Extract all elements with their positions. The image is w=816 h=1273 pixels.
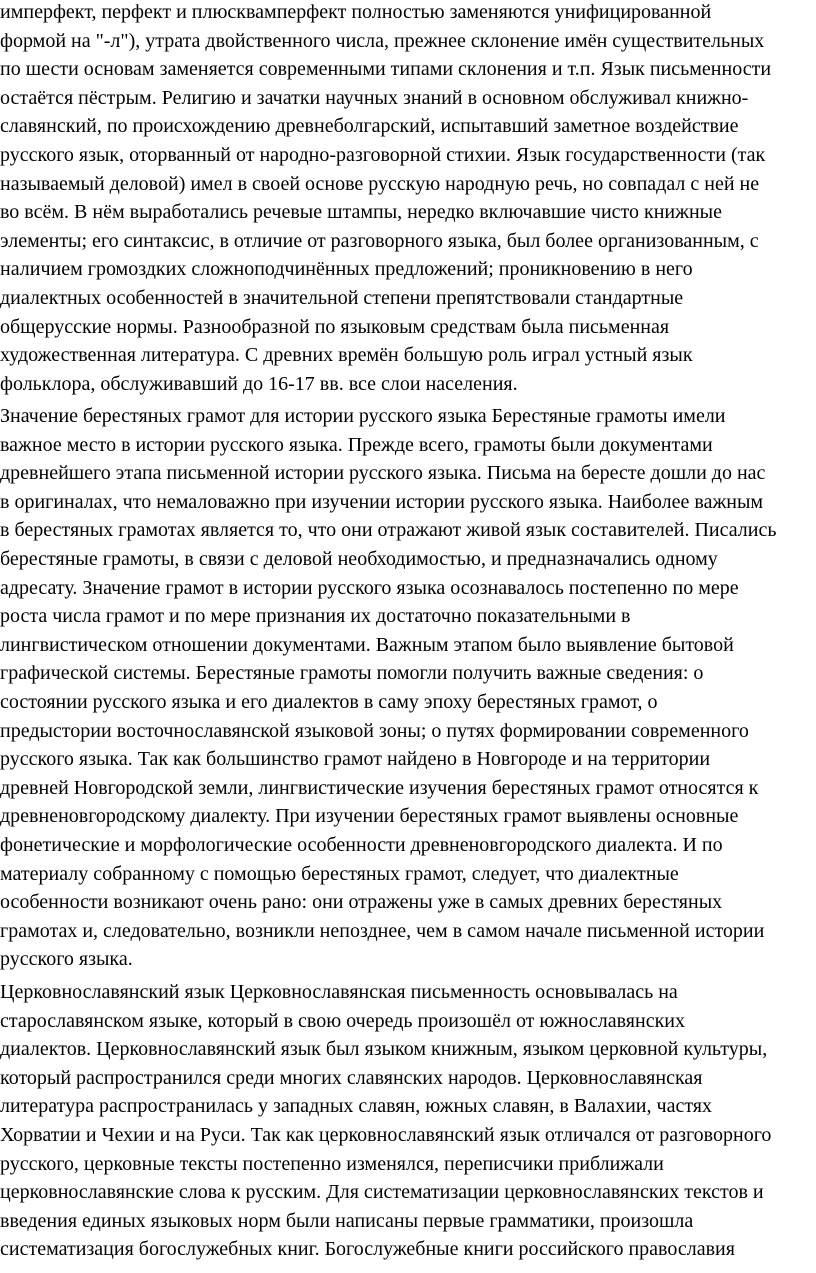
text-line: фонетические и морфологические особенности древненовгородского диалекта. И по	[0, 833, 723, 856]
text-line: диалектных особенностей в значительной степени препятствовали стандартные	[0, 286, 684, 309]
text-line: адресату. Значение грамот в истории русского языка осознавалось постепенно по мере	[0, 576, 739, 599]
text-line: русского, церковные тексты постепенно изменялся, переписчики приближали	[0, 1152, 664, 1175]
text-line: систематизация богослужебных книг. Богослужебные книги российского православия	[0, 1238, 735, 1261]
paragraph-church-slavonic	[0, 978, 816, 1264]
text-line: роста числа грамот и по мере признания их достаточно показательными в	[0, 605, 631, 628]
text-line: диалектов. Церковнославянский язык был языком книжным, языком церковной культуры,	[0, 1038, 768, 1061]
text-line: лингвистическом отношении документами. Важным этапом было выявление бытовой	[0, 633, 734, 656]
text-line: фольклора, обслуживавший до 16-17 вв. все слои населения.	[0, 372, 518, 395]
text-line: Церковнославянский язык Церковнославянская письменность основывалась на	[0, 981, 678, 1003]
text-line: церковнославянские слова к русским. Для систематизации церковнославянских текстов и	[0, 1181, 764, 1204]
text-line: русского языка.	[0, 948, 133, 971]
text-line: славянский, по происхождению древнеболгарский, испытавший заметное воздействие	[0, 115, 739, 138]
text-line: элементы; его синтаксис, в отличие от разговорного языка, был более организованным, с	[0, 229, 759, 252]
text-line: особенности возникают очень рано: они отражены уже в самых древних берестяных	[0, 891, 723, 914]
text-line: графической системы. Берестяные грамоты помогли получить важные сведения: о	[0, 662, 704, 685]
text-line: литература распространилась у западных славян, южных славян, в Валахии, частях	[0, 1095, 713, 1118]
text-line: старославянском языке, который в свою очередь произошёл от южнославянских	[0, 1009, 685, 1032]
text-line: древней Новгородской земли, лингвистические изучения берестяных грамот относятся к	[0, 776, 759, 799]
text-line: во всём. В нём выработались речевые штампы, нередко включавшие чисто книжные	[0, 201, 722, 224]
text-line: наличием громоздких сложноподчинённых предложений; проникновению в него	[0, 258, 693, 281]
text-line: предыстории восточнославянской языковой зоны; о путях формировании современного	[0, 719, 749, 742]
text-line: общерусские нормы. Разнообразной по языковым средствам была письменная	[0, 315, 670, 338]
text-line: русского языка. Так как большинство грамот найдено в Новгороде и на территории	[0, 748, 711, 771]
text-line: имперфект, перфект и плюсквамперфект полностью заменяются унифицированной	[0, 1, 712, 23]
text-line: по шести основам заменяется современными типами склонения и т.п. Язык письменности	[0, 58, 772, 81]
text-line: введения единых языковых норм были написаны первые грамматики, произошла	[0, 1209, 694, 1232]
text-line: формой на "-л"), утрата двойственного числа, прежнее склонение имён существительных	[0, 29, 765, 52]
text-line: остаётся пёстрым. Религию и зачатки научных знаний в основном обслуживал книжно-	[0, 86, 749, 109]
text-line: Хорватии и Чехии и на Руси. Так как церковнославянский язык отличался от разговорного	[0, 1123, 772, 1146]
text-line: древнейшего этапа письменной истории русского языка. Письма на бересте дошли до нас	[0, 462, 766, 485]
text-line: состоянии русского языка и его диалектов в саму эпоху берестяных грамот, о	[0, 690, 658, 713]
text-line: который распространился среди многих славянских народов. Церковнославянская	[0, 1066, 703, 1089]
text-line: в берестяных грамотах является то, что они отражают живой язык составителей. Писались	[0, 519, 777, 542]
text-line: называемый деловой) имел в своей основе русскую народную речь, но совпадал с ней не	[0, 172, 760, 195]
text-line: древненовгородскому диалекту. При изучении берестяных грамот выявлены основные	[0, 805, 739, 828]
paragraph-birch-bark-letters	[0, 402, 816, 974]
text-line: художественная литература. С древних времён большую роль играл устный язык	[0, 344, 693, 367]
text-line: берестяные грамоты, в связи с деловой необходимостью, и предназначались одному	[0, 547, 718, 570]
paragraph-verb-forms-and-literary-language	[0, 0, 816, 398]
text-line: материалу собранному с помощью берестяных грамот, следует, что диалектные	[0, 862, 679, 885]
text-line: русского язык, оторванный от народно-разговорной стихии. Язык государственности (так	[0, 143, 766, 166]
text-line: грамотах и, следовательно, возникли непозднее, чем в самом начале письменной истории	[0, 919, 765, 942]
text-line: в оригиналах, что немаловажно при изучении истории русского языка. Наиболее важным	[0, 490, 764, 513]
text-line: Значение берестяных грамот для истории русского языка Берестяные грамоты имели	[0, 405, 726, 427]
text-line: важное место в истории русского языка. Прежде всего, грамоты были документами	[0, 433, 713, 456]
